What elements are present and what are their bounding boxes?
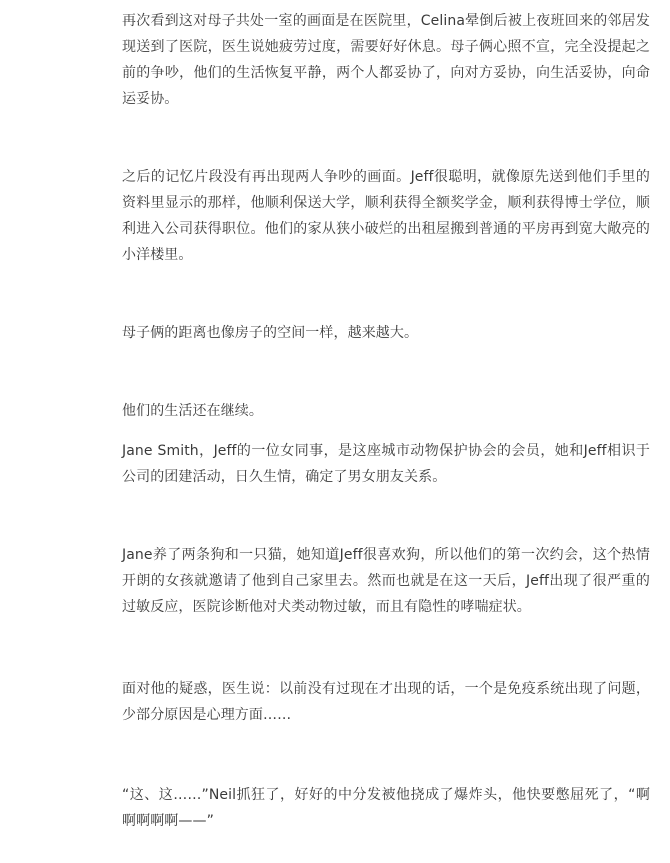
paragraph-7: 面对他的疑惑，医生说：以前没有过现在才出现的话，一个是免疫系统出现了问题，少部分原因是心理方面…… — [122, 681, 650, 723]
paragraph-3: 母子俩的距离也像房子的空间一样，越来越大。 — [122, 325, 419, 341]
paragraph-5: Jane Smith，Jeff的一位女同事，是这座城市动物保护协会的会员，她和Jeff相识于公司的团建活动，日久生情，确定了男女朋友关系。 — [122, 443, 650, 485]
paragraph-1: 再次看到这对母子共处一室的画面是在医院里，Celina晕倒后被上夜班回来的邻居发现送到了医院，医生说她疲劳过度，需要好好休息。母子俩心照不宣，完全没提起之前的争吵，他们的生活恢复平静，两个人都妥协了，向对方妥协，向生活妥协，向命运妥协。 — [122, 13, 650, 107]
paragraph-2: 之后的记忆片段没有再出现两人争吵的画面。Jeff很聪明，就像原先送到他们手里的资料里显示的那样，他顺利保送大学，顺利获得全额奖学金，顺利获得博士学位，顺利进入公司获得职位。他们的家从狭小破烂的出租屋搬到普通的平房再到宽大敞亮的小洋楼里。 — [122, 169, 650, 263]
paragraph-4: 他们的生活还在继续。 — [122, 403, 263, 419]
paragraph-6: Jane养了两条狗和一只猫，她知道Jeff很喜欢狗，所以他们的第一次约会，这个热情开朗的女孩就邀请了他到自己家里去。然而也就是在这一天后，Jeff出现了很严重的过敏反应，医院诊断他对犬类动物过敏，而且有隐性的哮喘症状。 — [122, 547, 650, 615]
paragraph-8: “这、这……”Neil抓狂了，好好的中分发被他挠成了爆炸头，他快要憋屈死了，“啊啊啊啊啊——” — [122, 787, 650, 829]
